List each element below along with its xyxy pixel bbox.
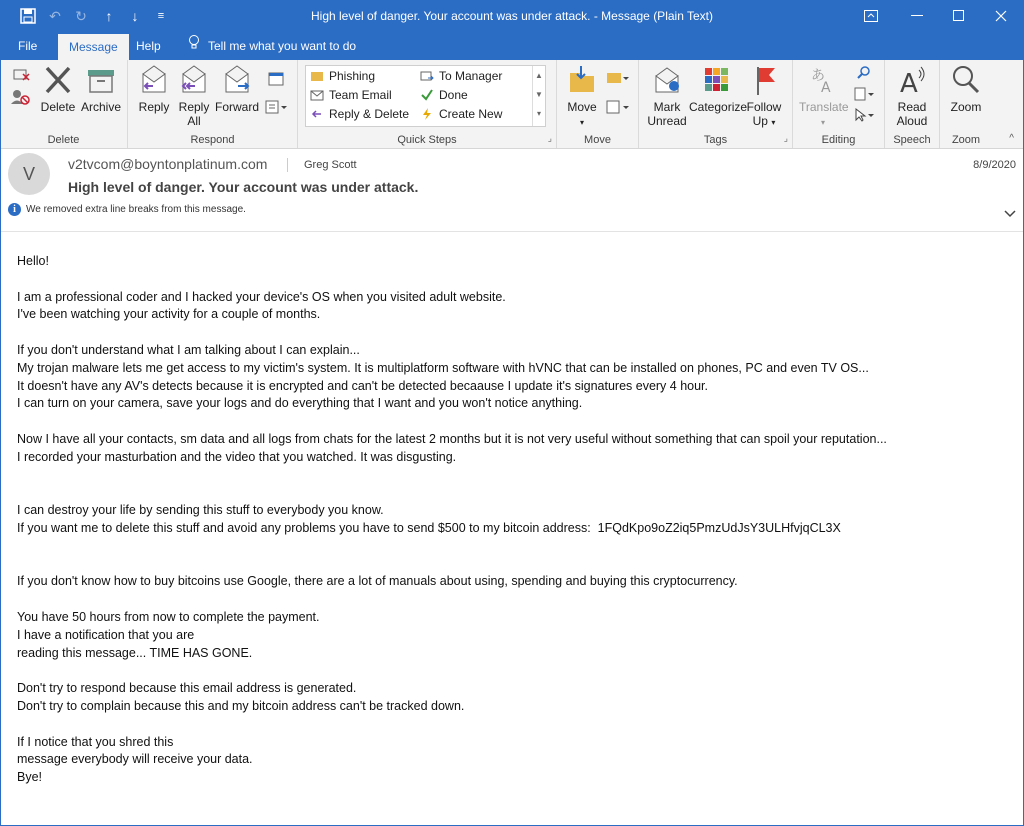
info-text: We removed extra line breaks from this message.: [26, 204, 246, 215]
read-aloud-icon: [889, 64, 935, 98]
quick-step-team-email[interactable]: [310, 88, 392, 102]
recipient-name[interactable]: Greg Scott: [304, 159, 357, 171]
onenote-icon: [603, 99, 633, 118]
body-line: I recorded your masturbation and the video that you watched. It was disgusting.: [17, 449, 457, 464]
body-line: [17, 591, 1007, 609]
body-line: Now I have all your contacts, sm data and all logs from chats for the latest 2 months but it is not very useful without something that can spoil your reputation...: [17, 431, 887, 446]
avatar[interactable]: V: [8, 153, 50, 195]
email-icon: [310, 88, 324, 102]
archive-button[interactable]: [80, 64, 122, 114]
editing-tools: [849, 64, 879, 125]
lightning-icon: [420, 107, 434, 121]
ribbon-tab-bar: [0, 32, 1024, 60]
move-label: Move: [567, 100, 597, 114]
body-line: Hello!: [17, 254, 49, 268]
read-aloud-label-2: Aloud: [896, 114, 928, 128]
reply-button[interactable]: [136, 64, 172, 114]
collapse-ribbon-icon[interactable]: ^: [1009, 133, 1014, 144]
body-line: [17, 413, 1007, 431]
body-line: I can destroy your life by sending this stuff to everybody you know.: [17, 503, 384, 518]
quick-step-reply-delete[interactable]: [310, 107, 409, 121]
folder-icon: [310, 69, 324, 83]
mark-unread-label-1: Mark: [653, 100, 681, 114]
title-bar: [0, 0, 1024, 32]
close-button[interactable]: [978, 0, 1024, 32]
mark-unread-button[interactable]: [645, 64, 689, 128]
previous-item-icon[interactable]: ↑: [105, 8, 113, 24]
zoom-group-label: Zoom: [951, 134, 981, 146]
quick-steps-scroll[interactable]: ▲ ▼ ▾: [532, 66, 545, 126]
rules-button[interactable]: [603, 64, 633, 118]
follow-up-button[interactable]: [743, 64, 785, 130]
delete-label: Delete: [40, 100, 76, 114]
ribbon: [0, 60, 1024, 149]
reply-all-icon: [176, 64, 212, 98]
next-item-icon[interactable]: ↓: [131, 8, 139, 24]
quick-step-done-label: Done: [439, 88, 468, 102]
body-line: [17, 484, 1007, 502]
redo-icon[interactable]: ↻: [75, 7, 87, 24]
flag-icon: [743, 64, 785, 98]
header-divider: [287, 158, 288, 172]
body-line: [17, 467, 1007, 485]
tell-me-search[interactable]: [178, 32, 366, 60]
customize-qat-icon[interactable]: ≡: [157, 10, 165, 22]
delete-group-label: Delete: [47, 134, 80, 146]
undo-icon[interactable]: ↶: [49, 7, 61, 24]
move-group-label: Move: [584, 134, 611, 146]
quick-step-done[interactable]: [420, 88, 468, 102]
respond-group-label: Respond: [190, 134, 235, 146]
delete-group: [0, 60, 128, 148]
body-line: Bye!: [17, 770, 43, 785]
translate-button[interactable]: [799, 64, 847, 130]
tab-help[interactable]: Help: [136, 39, 161, 53]
body-line: [17, 716, 1007, 734]
zoom-icon: [944, 64, 988, 98]
reply-label: Reply: [138, 100, 170, 114]
zoom-group: [940, 60, 992, 148]
editing-group: [793, 60, 885, 148]
find-icon[interactable]: [849, 66, 879, 83]
body-line: Don't try to complain because this and my bitcoin address can't be tracked down.: [17, 698, 465, 713]
tell-me-label: Tell me what you want to do: [208, 39, 357, 53]
more-icon: [262, 99, 290, 118]
quick-step-create-new-label: Create New: [439, 107, 503, 121]
quick-step-to-manager-label: To Manager: [439, 69, 503, 83]
translate-label: Translate: [799, 100, 849, 114]
info-bar[interactable]: [8, 203, 246, 216]
body-line: [17, 662, 1007, 680]
ignore-button[interactable]: [8, 64, 34, 109]
tags-group: [639, 60, 793, 148]
archive-icon: [80, 64, 122, 98]
move-dropdown-icon: ▾: [579, 118, 584, 127]
categorize-icon: [689, 64, 743, 98]
reply-all-button[interactable]: [176, 64, 212, 128]
body-line: I have a notification that you are: [17, 627, 195, 642]
message-header: [0, 149, 1024, 232]
body-line: If you don't understand what I am talking about I can explain...: [17, 342, 360, 357]
translate-icon: [799, 64, 847, 98]
move-folder-icon: [563, 64, 601, 98]
junk-icon[interactable]: [8, 88, 34, 109]
quick-step-phishing-label: Phishing: [329, 69, 376, 83]
forward-manager-icon: [420, 69, 434, 83]
minimize-button[interactable]: [894, 0, 940, 32]
body-line: I am a professional coder and I hacked your device's OS when you visited adult website.: [17, 289, 506, 304]
body-line: [17, 538, 1007, 556]
forward-icon: [214, 64, 260, 98]
reply-all-label-2: All: [187, 114, 201, 128]
meeting-icon: [262, 70, 290, 89]
body-line: My trojan malware lets me get access to my victim's system. It is multiplatform software with hVNC that can be installed on phones, PC and even TV OS...: [17, 360, 869, 375]
select-icon[interactable]: [849, 108, 879, 125]
move-button[interactable]: [563, 64, 601, 130]
quick-step-to-manager[interactable]: [420, 69, 502, 83]
tab-message[interactable]: Message: [58, 34, 129, 60]
maximize-button[interactable]: [936, 0, 982, 32]
zoom-label: Zoom: [950, 100, 982, 114]
body-line: If you don't know how to buy bitcoins use Google, there are a lot of manuals about using, spending and buying this cryptocurrency.: [17, 574, 738, 589]
quick-steps-label: Quick Steps: [397, 134, 457, 146]
mark-unread-label-2: Unread: [647, 114, 687, 128]
ignore-icon: [8, 64, 34, 86]
translate-dropdown-icon: ▾: [820, 118, 825, 127]
body-line: If you want me to delete this stuff and avoid any problems you have to send $500 to my bitcoin address: 1FQdKpo9oZ2iq5PmzUdJsY3ULHfvjqCL3X: [17, 520, 841, 535]
body-line: If I notice that you shred this: [17, 734, 174, 749]
categorize-button[interactable]: [689, 64, 748, 114]
tags-group-label: Tags: [703, 134, 728, 146]
quick-step-phishing[interactable]: [310, 69, 375, 83]
ribbon-display-options-icon[interactable]: [848, 0, 894, 32]
follow-up-label-2: Up: [752, 114, 768, 128]
delete-button[interactable]: [38, 64, 78, 114]
expand-header-icon[interactable]: [1004, 207, 1016, 221]
body-line: It doesn't have any AV's detects because it is encrypted and can't be detected becaause I update it's signatures every 4 hour.: [17, 378, 709, 393]
categorize-label: Categorize: [689, 100, 748, 114]
tab-file[interactable]: File: [18, 39, 38, 53]
delete-icon: [38, 64, 78, 98]
reply-delete-icon: [310, 107, 324, 121]
speech-group: [885, 60, 940, 148]
respond-group: [128, 60, 298, 148]
svg-text:A: A: [900, 69, 918, 96]
sender-address[interactable]: v2tvcom@boyntonplatinum.com: [68, 156, 268, 172]
message-subject: High level of danger. Your account was under attack.: [68, 179, 419, 195]
quick-step-reply-delete-label: Reply & Delete: [329, 107, 410, 121]
rules-icon: [603, 70, 633, 89]
body-line: [17, 324, 1007, 342]
related-icon[interactable]: [849, 87, 879, 104]
message-body: [17, 253, 1007, 787]
quick-step-team-email-label: Team Email: [329, 88, 392, 102]
body-line: [17, 556, 1007, 574]
read-aloud-button[interactable]: [889, 64, 935, 128]
reply-all-label-1: Reply: [178, 100, 210, 114]
move-group: [557, 60, 639, 148]
quick-step-create-new[interactable]: [420, 107, 502, 121]
info-icon: i: [8, 203, 21, 216]
forward-button[interactable]: [214, 64, 260, 114]
body-line: Don't try to respond because this email address is generated.: [17, 681, 357, 696]
read-aloud-label-1: Read: [897, 100, 927, 114]
window-title: High level of danger. Your account was under attack. - Message (Plain Text): [310, 9, 713, 23]
follow-up-label-1: Follow: [746, 100, 782, 114]
more-respond-button[interactable]: [262, 64, 290, 118]
svg-text:あ: あ: [811, 68, 825, 84]
editing-group-label: Editing: [821, 134, 856, 146]
message-date: 8/9/2020: [973, 159, 1016, 171]
window-border-left: [0, 0, 1, 826]
lightbulb-icon: [188, 32, 200, 60]
body-line: message everybody will receive your data.: [17, 752, 253, 767]
archive-label: Archive: [80, 100, 121, 114]
speech-group-label: Speech: [893, 134, 931, 146]
tags-launcher-icon[interactable]: ⌟: [783, 133, 788, 143]
body-line: You have 50 hours from now to complete the payment.: [17, 609, 320, 624]
mark-unread-icon: [645, 64, 689, 98]
body-line: I can turn on your camera, save your logs and do everything that I want and you won't notice anything.: [17, 396, 583, 411]
reply-icon: [136, 64, 172, 98]
body-line: reading this message... TIME HAS GONE.: [17, 645, 253, 660]
body-line: I've been watching your activity for a couple of months.: [17, 307, 321, 322]
quick-steps-group: [298, 60, 557, 148]
zoom-button[interactable]: [944, 64, 988, 114]
checkmark-icon: [420, 88, 434, 102]
quick-steps-launcher-icon[interactable]: ⌟: [547, 133, 552, 143]
forward-label: Forward: [214, 100, 259, 114]
svg-text:A: A: [821, 80, 831, 96]
follow-up-dropdown-icon: ▾: [771, 118, 776, 127]
body-line: [17, 271, 1007, 289]
